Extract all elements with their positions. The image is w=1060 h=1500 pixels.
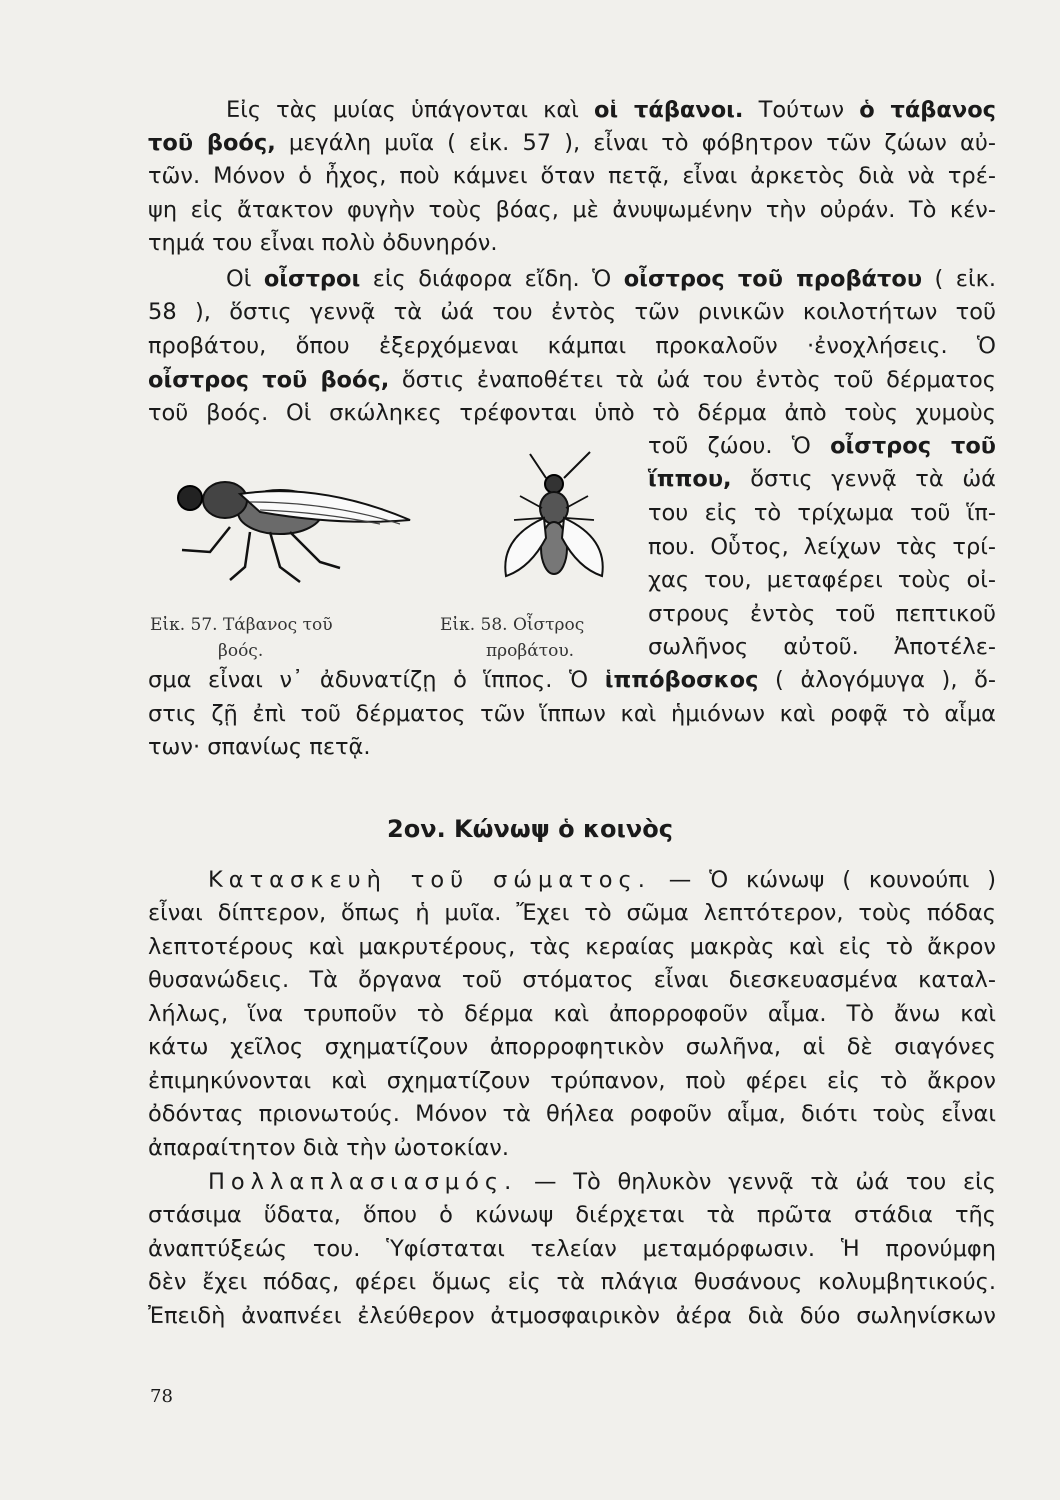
text-run: 58 ), ὅστις γεννᾷ τὰ ὠά του ἐντὸς τῶν ρινικῶν κοιλοτήτων τοῦ: [148, 299, 996, 325]
para2_end-line: [148, 698, 996, 730]
para3-line: [148, 1065, 996, 1097]
para3-line: [148, 1098, 996, 1130]
page-number: 78: [150, 1386, 173, 1407]
section-heading: 2ον. Κώνωψ ὁ κοινὸς: [387, 815, 673, 843]
text-run: Τούτων: [743, 97, 860, 123]
para1-line: [148, 160, 996, 192]
para2_end-line: [148, 731, 996, 763]
text-run: Ἐπειδὴ ἀναπνέει ἐλεύθερον ἀτμοσφαιρικὸν ἀέρα διὰ δύο σωληνίσκων: [148, 1303, 996, 1329]
para2_end-line: [148, 664, 996, 696]
text-run: τῶν. Μόνον ὁ ἦχος, ποὺ κάμνει ὅταν πετᾷ, εἶναι ἀρκετὸς διὰ νὰ τρέ-: [148, 163, 996, 189]
text-run: στάσιμα ὕδατα, ὅπου ὁ κώνωψ διέρχεται τὰ πρῶτα στάδια τῆς: [148, 1202, 996, 1228]
text-run: ὁ τάβανος: [859, 97, 996, 123]
text-run: οἶστροι: [263, 266, 361, 292]
text-run: κάτω χεῖλος σχηματίζουν ἀπορροφητικὸν σωλῆνα, αἱ δὲ σιαγόνες: [148, 1034, 996, 1060]
para1-line: [148, 94, 996, 126]
para2-line: [148, 397, 996, 429]
text-run: τημά του εἶναι πολὺ ὀδυνηρόν.: [148, 230, 498, 256]
para3-line: [148, 897, 996, 929]
text-run: στις ζῇ ἐπὶ τοῦ δέρματος τῶν ἵππων καὶ ἡμιόνων καὶ ροφᾷ τὸ αἷμα: [148, 701, 996, 727]
para4-line: [148, 1199, 996, 1231]
para2-line: [148, 330, 996, 362]
para1-line: [148, 194, 996, 226]
wrap_lines-line: [648, 497, 996, 529]
horsefly-illustration: [170, 472, 440, 592]
para2-line: [148, 364, 996, 396]
para1-line: [148, 127, 996, 159]
text-run: ψη εἰς ἄτακτον φυγὴν τοὺς βόας, μὲ ἀνυψωμένην τὴν οὐράν. Τὸ κέν-: [148, 197, 996, 223]
figure-57-caption: Εἰκ. 57. Τάβανος τοῦ βοός.: [150, 615, 333, 661]
para3-line: [148, 931, 996, 963]
text-run: μεγάλη μυῖα ( εἰκ. 57 ), εἶναι τὸ φόβητρον τῶν ζώων αὐ-: [275, 130, 996, 156]
text-run: δὲν ἔχει πόδας, φέρει ὅμως εἰς τὰ πλάγια θυσάνους κολυμβητικούς.: [148, 1269, 996, 1295]
para2-line: [148, 263, 996, 295]
text-run: ἱππόβοσκος: [604, 667, 759, 693]
text-run: λήλως, ἵνα τρυποῦν τὸ δέρμα καὶ ἀπορροφοῦν αἷμα. Τὸ ἄνω καὶ: [148, 1001, 996, 1027]
text-run: ἵππου,: [648, 466, 732, 492]
text-run: που. Οὗτος, λείχων τὰς τρί-: [648, 534, 996, 560]
text-run: Οἱ: [226, 266, 264, 292]
para3-line: [148, 1132, 996, 1164]
figure-58-caption: Εἰκ. 58. Οἶστρος προβάτου.: [440, 615, 585, 661]
text-run: τοῦ ζώου. Ὁ: [648, 433, 831, 459]
text-run: ὅστις γεννᾷ τὰ ὠά: [731, 466, 996, 492]
text-run: τοῦ βοός,: [148, 130, 276, 156]
text-run: Πολλαπλασιασμός.: [208, 1169, 518, 1195]
wrap_lines-line: [648, 463, 996, 495]
text-run: σμα εἶναι ν᾽ ἀδυνατίζῃ ὁ ἵππος. Ὁ: [148, 667, 605, 693]
text-run: Εἰς τὰς μυίας ὑπάγονται καὶ: [226, 97, 594, 123]
text-run: ( ἀλογόμυγα ), ὅ-: [758, 667, 996, 693]
text-run: χας του, μεταφέρει τοὺς οἰ-: [648, 567, 996, 593]
text-run: ὀδόντας πριονωτούς. Μόνον τὰ θήλεα ροφοῦν αἷμα, διότι τοὺς εἶναι: [148, 1101, 996, 1127]
text-run: ( εἰκ.: [922, 266, 996, 292]
wrap_lines-line: [648, 430, 996, 462]
text-run: — Τὸ θηλυκὸν γεννᾷ τὰ ὠά του εἰς: [517, 1169, 996, 1195]
para3-line: [148, 998, 996, 1030]
para4-line: [148, 1166, 996, 1198]
para4-line: [148, 1300, 996, 1332]
para3-line: [148, 1031, 996, 1063]
text-run: θυσανώδεις. Τὰ ὄργανα τοῦ στόματος εἶναι διεσκευασμένα καταλ-: [148, 967, 996, 993]
para4-line: [148, 1233, 996, 1265]
text-run: τοῦ βοός. Οἱ σκώληκες τρέφονται ὑπὸ τὸ δέρμα ἀπὸ τοὺς χυμοὺς: [148, 400, 996, 426]
text-run: λεπτοτέρους καὶ μακρυτέρους, τὰς κεραίας μακρὰς καὶ εἰς τὸ ἄκρον: [148, 934, 996, 960]
text-run: Κατασκευὴ τοῦ σώματος.: [208, 867, 651, 893]
text-run: του εἰς τὸ τρίχωμα τοῦ ἵπ-: [648, 500, 996, 526]
wrap_lines-line: [648, 564, 996, 596]
text-run: εἶναι δίπτερον, ὅπως ἡ μυῖα. Ἔχει τὸ σῶμα λεπτότερον, τοὺς πόδας: [148, 900, 996, 926]
para3-line: [148, 964, 996, 996]
para1-line: [148, 227, 996, 259]
text-run: οἱ τάβανοι.: [593, 97, 744, 123]
text-run: οἶστρος τοῦ: [830, 433, 996, 459]
text-run: ἐπιμηκύνονται καὶ σχηματίζουν τρύπανον, ποὺ φέρει εἰς τὸ ἄκρον: [148, 1068, 996, 1094]
text-run: εἰς διάφορα εἴδη. Ὁ: [360, 266, 624, 292]
text-run: — Ὁ κώνωψ ( κουνούπι ): [650, 867, 996, 893]
text-run: σωλῆνος αὐτοῦ. Ἀποτέλε-: [648, 634, 996, 660]
text-run: οἶστρος τοῦ βοός,: [148, 367, 390, 393]
para3-line: [148, 864, 996, 896]
text-run: ἀναπτύξεώς του. Ὑφίσταται τελείαν μεταμόρφωσιν. Ἡ προνύμφη: [148, 1236, 996, 1262]
wrap_lines-line: [648, 631, 996, 663]
wrap_lines-line: [648, 531, 996, 563]
text-run: ὅστις ἐναποθέτει τὰ ὠά του ἐντὸς τοῦ δέρματος: [389, 367, 996, 393]
text-run: των· σπανίως πετᾷ.: [148, 734, 371, 760]
para2-line: [148, 296, 996, 328]
text-run: ἀπαραίτητον διὰ τὴν ὠοτοκίαν.: [148, 1135, 510, 1161]
para4-line: [148, 1266, 996, 1298]
wrap_lines-line: [648, 598, 996, 630]
botfly-illustration: [490, 448, 620, 598]
text-run: προβάτου, ὅπου ἐξερχόμεναι κάμπαι προκαλοῦν ·ἐνοχλήσεις. Ὁ: [148, 333, 996, 359]
text-run: οἶστρος τοῦ προβάτου: [623, 266, 923, 292]
text-run: στρους ἐντὸς τοῦ πεπτικοῦ: [648, 601, 996, 627]
